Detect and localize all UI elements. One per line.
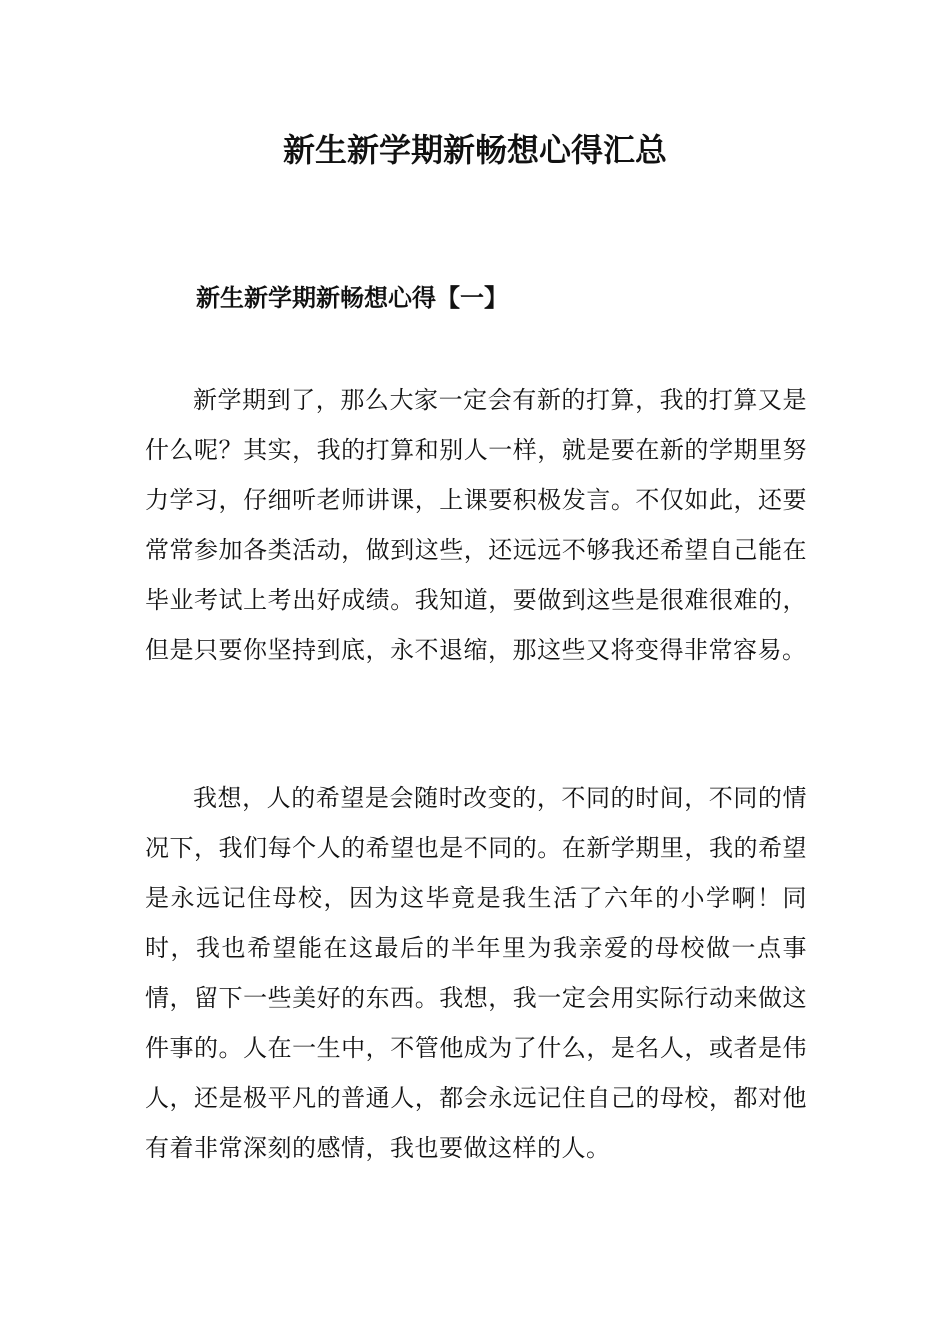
document-title: 新生新学期新畅想心得汇总 <box>282 131 667 169</box>
paragraph-1: 新学期到了，那么大家一定会有新的打算，我的打算又是什么呢？其实，我的打算和别人一样，就是要在新的学期里努力学习，仔细听老师讲课，上课要积极发言。不仅如此，还要常常参加各类活动，做到这些，还远远不够我还希望自己能在毕业考试上考出好成绩。我知道，要做到这些是很难很难的，但是只要你坚持到底，永不退缩，那这些又将变得非常容易。 <box>145 386 807 664</box>
section-heading: 新生新学期新畅想心得【一】 <box>196 283 508 312</box>
paragraph-2: 我想，人的希望是会随时改变的，不同的时间，不同的情况下，我们每个人的希望也是不同的。在新学期里，我的希望是永远记住母校，因为这毕竟是我生活了六年的小学啊！同时，我也希望能在这最后的半年里为我亲爱的母校做一点事情，留下一些美好的东西。我想，我一定会用实际行动来做这件事的。人在一生中，不管他成为了什么，是名人，或者是伟人，还是极平凡的普通人，都会永远记住自己的母校，都对他有着非常深刻的感情，我也要做这样的人。 <box>145 784 807 1162</box>
